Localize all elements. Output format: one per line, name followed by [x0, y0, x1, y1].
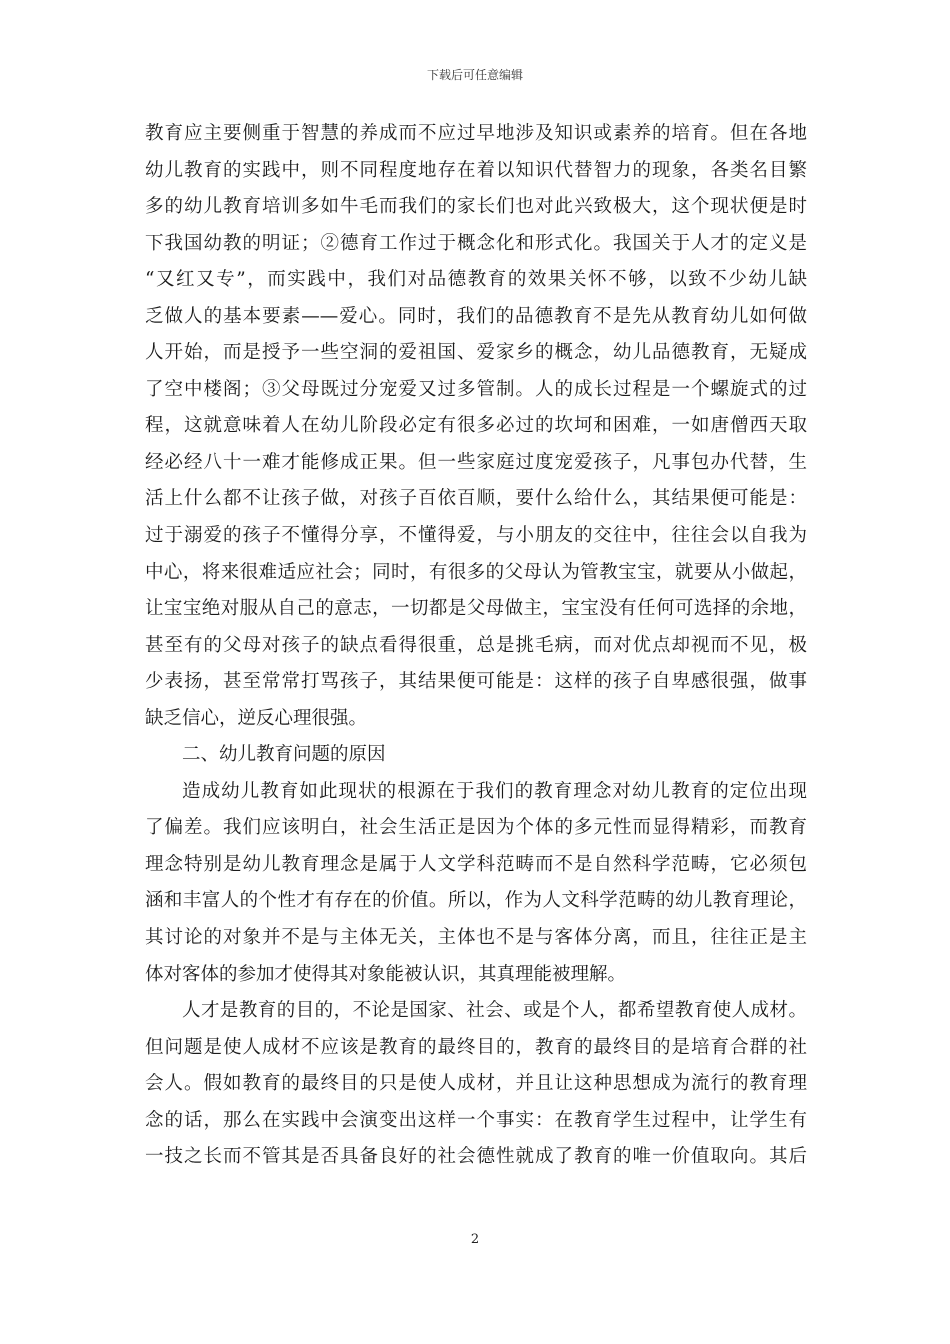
text-line: 一技之长而不管其是否具备良好的社会德性就成了教育的唯一价值取向。其后: [145, 1146, 807, 1168]
text-line: 涵和丰富人的个性才有存在的价值。所以，作为人文科学范畴的幼儿教育理论，: [145, 890, 807, 912]
text-line: 人开始，而是授予一些空洞的爱祖国、爱家乡的概念，幼儿品德教育，无疑成: [145, 342, 807, 364]
text-line: 其讨论的对象并不是与主体无关，主体也不是与客体分离，而且，往往正是主: [145, 927, 807, 949]
text-line: 会人。假如教育的最终目的只是使人成材，并且让这种思想成为流行的教育理: [145, 1073, 807, 1095]
text-line: 人才是教育的目的，不论是国家、社会、或是个人，都希望教育使人成材。: [182, 1000, 807, 1022]
text-line: “又红又专”，而实践中，我们对品德教育的效果关怀不够，以致不少幼儿缺: [145, 269, 807, 291]
text-line: 了空中楼阁；③父母既过分宠爱又过多管制。人的成长过程是一个螺旋式的过: [145, 378, 807, 400]
text-line: 念的话，那么在实践中会演变出这样一个事实：在教育学生过程中，让学生有: [145, 1109, 807, 1131]
text-line: 少表扬，甚至常常打骂孩子，其结果便可能是：这样的孩子自卑感很强，做事: [145, 671, 807, 693]
text-line: 让宝宝绝对服从自己的意志，一切都是父母做主，宝宝没有任何可选择的余地，: [145, 598, 807, 620]
text-line: 甚至有的父母对孩子的缺点看得很重，总是挑毛病，而对优点却视而不见，极: [145, 634, 807, 656]
text-line: 幼儿教育的实践中，则不同程度地存在着以知识代替智力的现象，各类名目繁: [145, 159, 807, 181]
page-header: 下载后可任意编辑: [426, 68, 523, 82]
text-line: 体对客体的参加才使得其对象能被认识，其真理能被理解。: [145, 963, 627, 985]
text-line: 程，这就意味着人在幼儿阶段必定有很多必过的坎坷和困难，一如唐僧西天取: [145, 415, 807, 437]
text-line: 中心，将来很难适应社会；同时，有很多的父母认为管教宝宝，就要从小做起，: [145, 561, 807, 583]
text-line: 乏做人的基本要素——爱心。同时，我们的品德教育不是先从教育幼儿如何做: [145, 305, 807, 327]
text-line: 但问题是使人成材不应该是教育的最终目的，教育的最终目的是培育合群的社: [145, 1036, 807, 1058]
text-line: 二、幼儿教育问题的原因: [182, 744, 386, 766]
text-line: 下我国幼教的明证；②德育工作过于概念化和形式化。我国关于人才的定义是: [145, 232, 807, 254]
text-line: 经必经八十一难才能修成正果。但一些家庭过度宠爱孩子，凡事包办代替，生: [145, 451, 807, 473]
document-body: [145, 116, 807, 1176]
text-line: 教育应主要侧重于智慧的养成而不应过早地涉及知识或素养的培育。但在各地: [145, 123, 807, 144]
page-number: 2: [470, 1232, 480, 1247]
text-line: 了偏差。我们应该明白，社会生活正是因为个体的多元性而显得精彩，而教育: [145, 817, 807, 839]
text-line: 活上什么都不让孩子做，对孩子百依百顺，要什么给什么，其结果便可能是：: [145, 488, 807, 510]
text-line: 理念特别是幼儿教育理念是属于人文学科范畴而不是自然科学范畴，它必须包: [145, 853, 807, 875]
text-line: 缺乏信心，逆反心理很强。: [145, 707, 368, 729]
text-line: 造成幼儿教育如此现状的根源在于我们的教育理念对幼儿教育的定位出现: [182, 780, 807, 802]
text-line: 过于溺爱的孩子不懂得分享，不懂得爱，与小朋友的交往中，往往会以自我为: [145, 525, 807, 547]
text-line: 多的幼儿教育培训多如牛毛而我们的家长们也对此兴致极大，这个现状便是时: [145, 196, 807, 218]
